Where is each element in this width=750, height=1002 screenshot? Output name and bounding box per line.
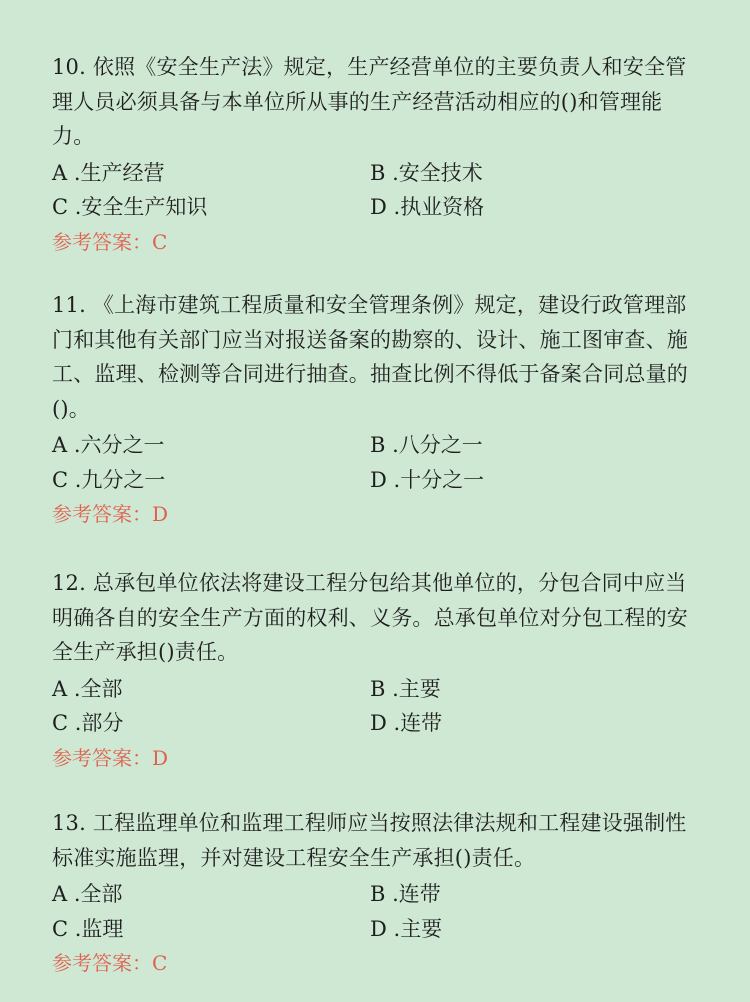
option-a: A .六分之一	[52, 433, 165, 457]
question-12	[52, 566, 702, 775]
option-a: A .全部	[52, 882, 123, 906]
option-c: C .安全生产知识	[52, 195, 208, 219]
option-c: C .九分之一	[52, 467, 166, 492]
options-list	[52, 156, 702, 225]
question-text: 12. 总承包单位依法将建设工程分包给其他单位的，分包合同中应当明确各自的安全生产方面的权利、义务。总承包单位对分包工程的安全生产承担()责任。	[52, 571, 688, 664]
option-d: D .十分之一	[370, 467, 485, 492]
question-11	[52, 288, 702, 531]
option-c: C .监理	[52, 916, 124, 941]
option-b: B .安全技术	[370, 160, 483, 185]
reference-answer: 参考答案：C	[52, 229, 168, 254]
option-b: B .连带	[370, 882, 441, 906]
reference-answer: 参考答案：D	[52, 745, 169, 770]
option-a: A .全部	[52, 676, 123, 701]
option-b: B .八分之一	[370, 433, 483, 457]
question-10	[52, 50, 702, 259]
option-b: B .主要	[370, 676, 441, 701]
reference-answer: 参考答案：D	[52, 502, 169, 526]
option-d: D .执业资格	[370, 195, 485, 219]
option-c: C .部分	[52, 711, 124, 735]
question-text: 13. 工程监理单位和监理工程师应当按照法律法规和工程建设强制性标准实施监理，并对建设工程安全生产承担()责任。	[52, 811, 687, 870]
question-text: 10. 依照《安全生产法》规定，生产经营单位的主要负责人和安全管理人员必须具备与本单位所从事的生产经营活动相应的()和管理能力。	[52, 55, 687, 148]
question-text: 11. 《上海市建筑工程质量和安全管理条例》规定，建设行政管理部门和其他有关部门应当对报送备案的勘察的、设计、施工图审查、施工、监理、检测等合同进行抽查。抽查比例不得低于备案合同总量的()。	[52, 293, 688, 421]
option-a: A .生产经营	[52, 160, 165, 185]
options-list	[52, 877, 702, 946]
options-list	[52, 672, 702, 741]
question-13	[52, 806, 702, 980]
option-d: D .主要	[370, 916, 443, 941]
reference-answer: 参考答案：C	[52, 951, 168, 975]
option-d: D .连带	[370, 711, 443, 735]
options-list	[52, 428, 702, 497]
